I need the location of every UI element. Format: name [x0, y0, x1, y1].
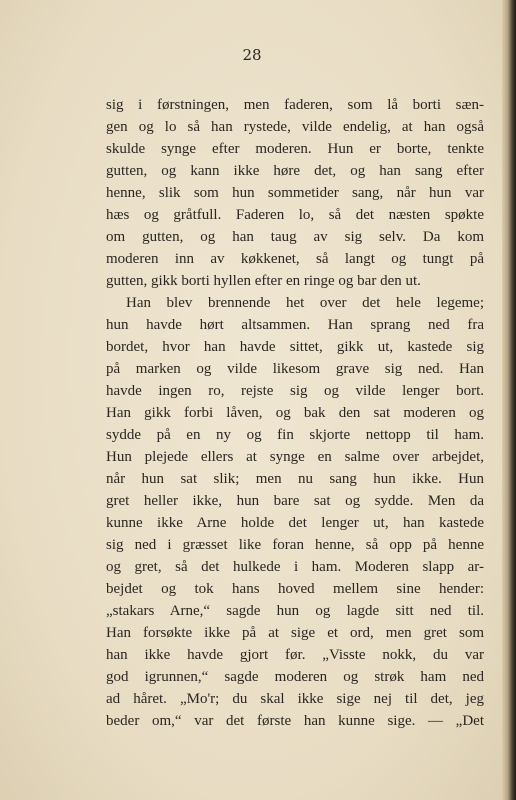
text-line: sig i førstningen, men faderen, som lå borti sæn-	[106, 97, 484, 113]
text-line: god igrunnen,“ sagde moderen og strøk ham ned	[106, 669, 484, 685]
text-line: havde ingen ro, rejste sig og vilde lenger bort.	[106, 383, 484, 399]
text-line: henne, slik som hun sommetider sang, når hun var	[106, 185, 484, 201]
text-line: og gret, så det hulkede i ham. Moderen slapp ar-	[106, 559, 484, 575]
text-line: skulde synge efter moderen. Hun er borte, tenkte	[106, 141, 484, 157]
text-line: bejdet og tok hans hoved mellem sine hender:	[106, 581, 484, 597]
text-line: Han gikk forbi låven, og bak den sat moderen og	[106, 405, 484, 421]
text-line: gen og lo så han rystede, vilde endelig, at han også	[106, 119, 484, 135]
text-line: beder om,“ var det første han kunne sige. — „Det	[106, 713, 484, 729]
text-line: gret heller ikke, hun bare sat og sydde. Men da	[106, 493, 484, 509]
text-line: sydde på en ny og fin skjorte nettopp til ham.	[106, 427, 484, 443]
text-line: moderen inn av køkkenet, så langt og tungt på	[106, 251, 484, 267]
text-line: gutten, og kann ikke høre det, og han sang efter	[106, 163, 484, 179]
text-line: Han forsøkte ikke på at sige et ord, men gret som	[106, 625, 484, 641]
book-gutter	[502, 0, 516, 800]
text-line: bordet, hvor han havde sittet, gikk ut, kastede sig	[106, 339, 484, 355]
text-line: „stakars Arne,“ sagde hun og lagde sitt ned til.	[106, 603, 484, 619]
text-line: om gutten, og han taug av sig selv. Da kom	[106, 229, 484, 245]
text-line: ad håret. „Mo'r; du skal ikke sige nej til det, jeg	[106, 691, 484, 707]
page-number: 28	[242, 46, 262, 64]
text-line: Han blev brennende het over det hele legeme;	[126, 295, 484, 311]
text-line: på marken og vilde likesom grave sig ned. Han	[106, 361, 484, 377]
text-line: gutten, gikk borti hyllen efter en ringe og bar den ut.	[106, 273, 421, 289]
text-line: Hun plejede ellers at synge en salme over arbejdet,	[106, 449, 484, 465]
text-line: hæs og gråtfull. Faderen lo, så det næsten spøkte	[106, 207, 484, 223]
body-text	[106, 94, 484, 732]
text-line: kunne ikke Arne holde det lenger ut, han kastede	[106, 515, 484, 531]
text-line: hun havde hørt altsammen. Han sprang ned fra	[106, 317, 484, 333]
text-line: når hun sat slik; men nu sang hun ikke. Hun	[106, 471, 484, 487]
text-line: sig ned i græsset like foran henne, så opp på henne	[106, 537, 484, 553]
text-line: han ikke havde gjort før. „Visste nokk, du var	[106, 647, 484, 663]
